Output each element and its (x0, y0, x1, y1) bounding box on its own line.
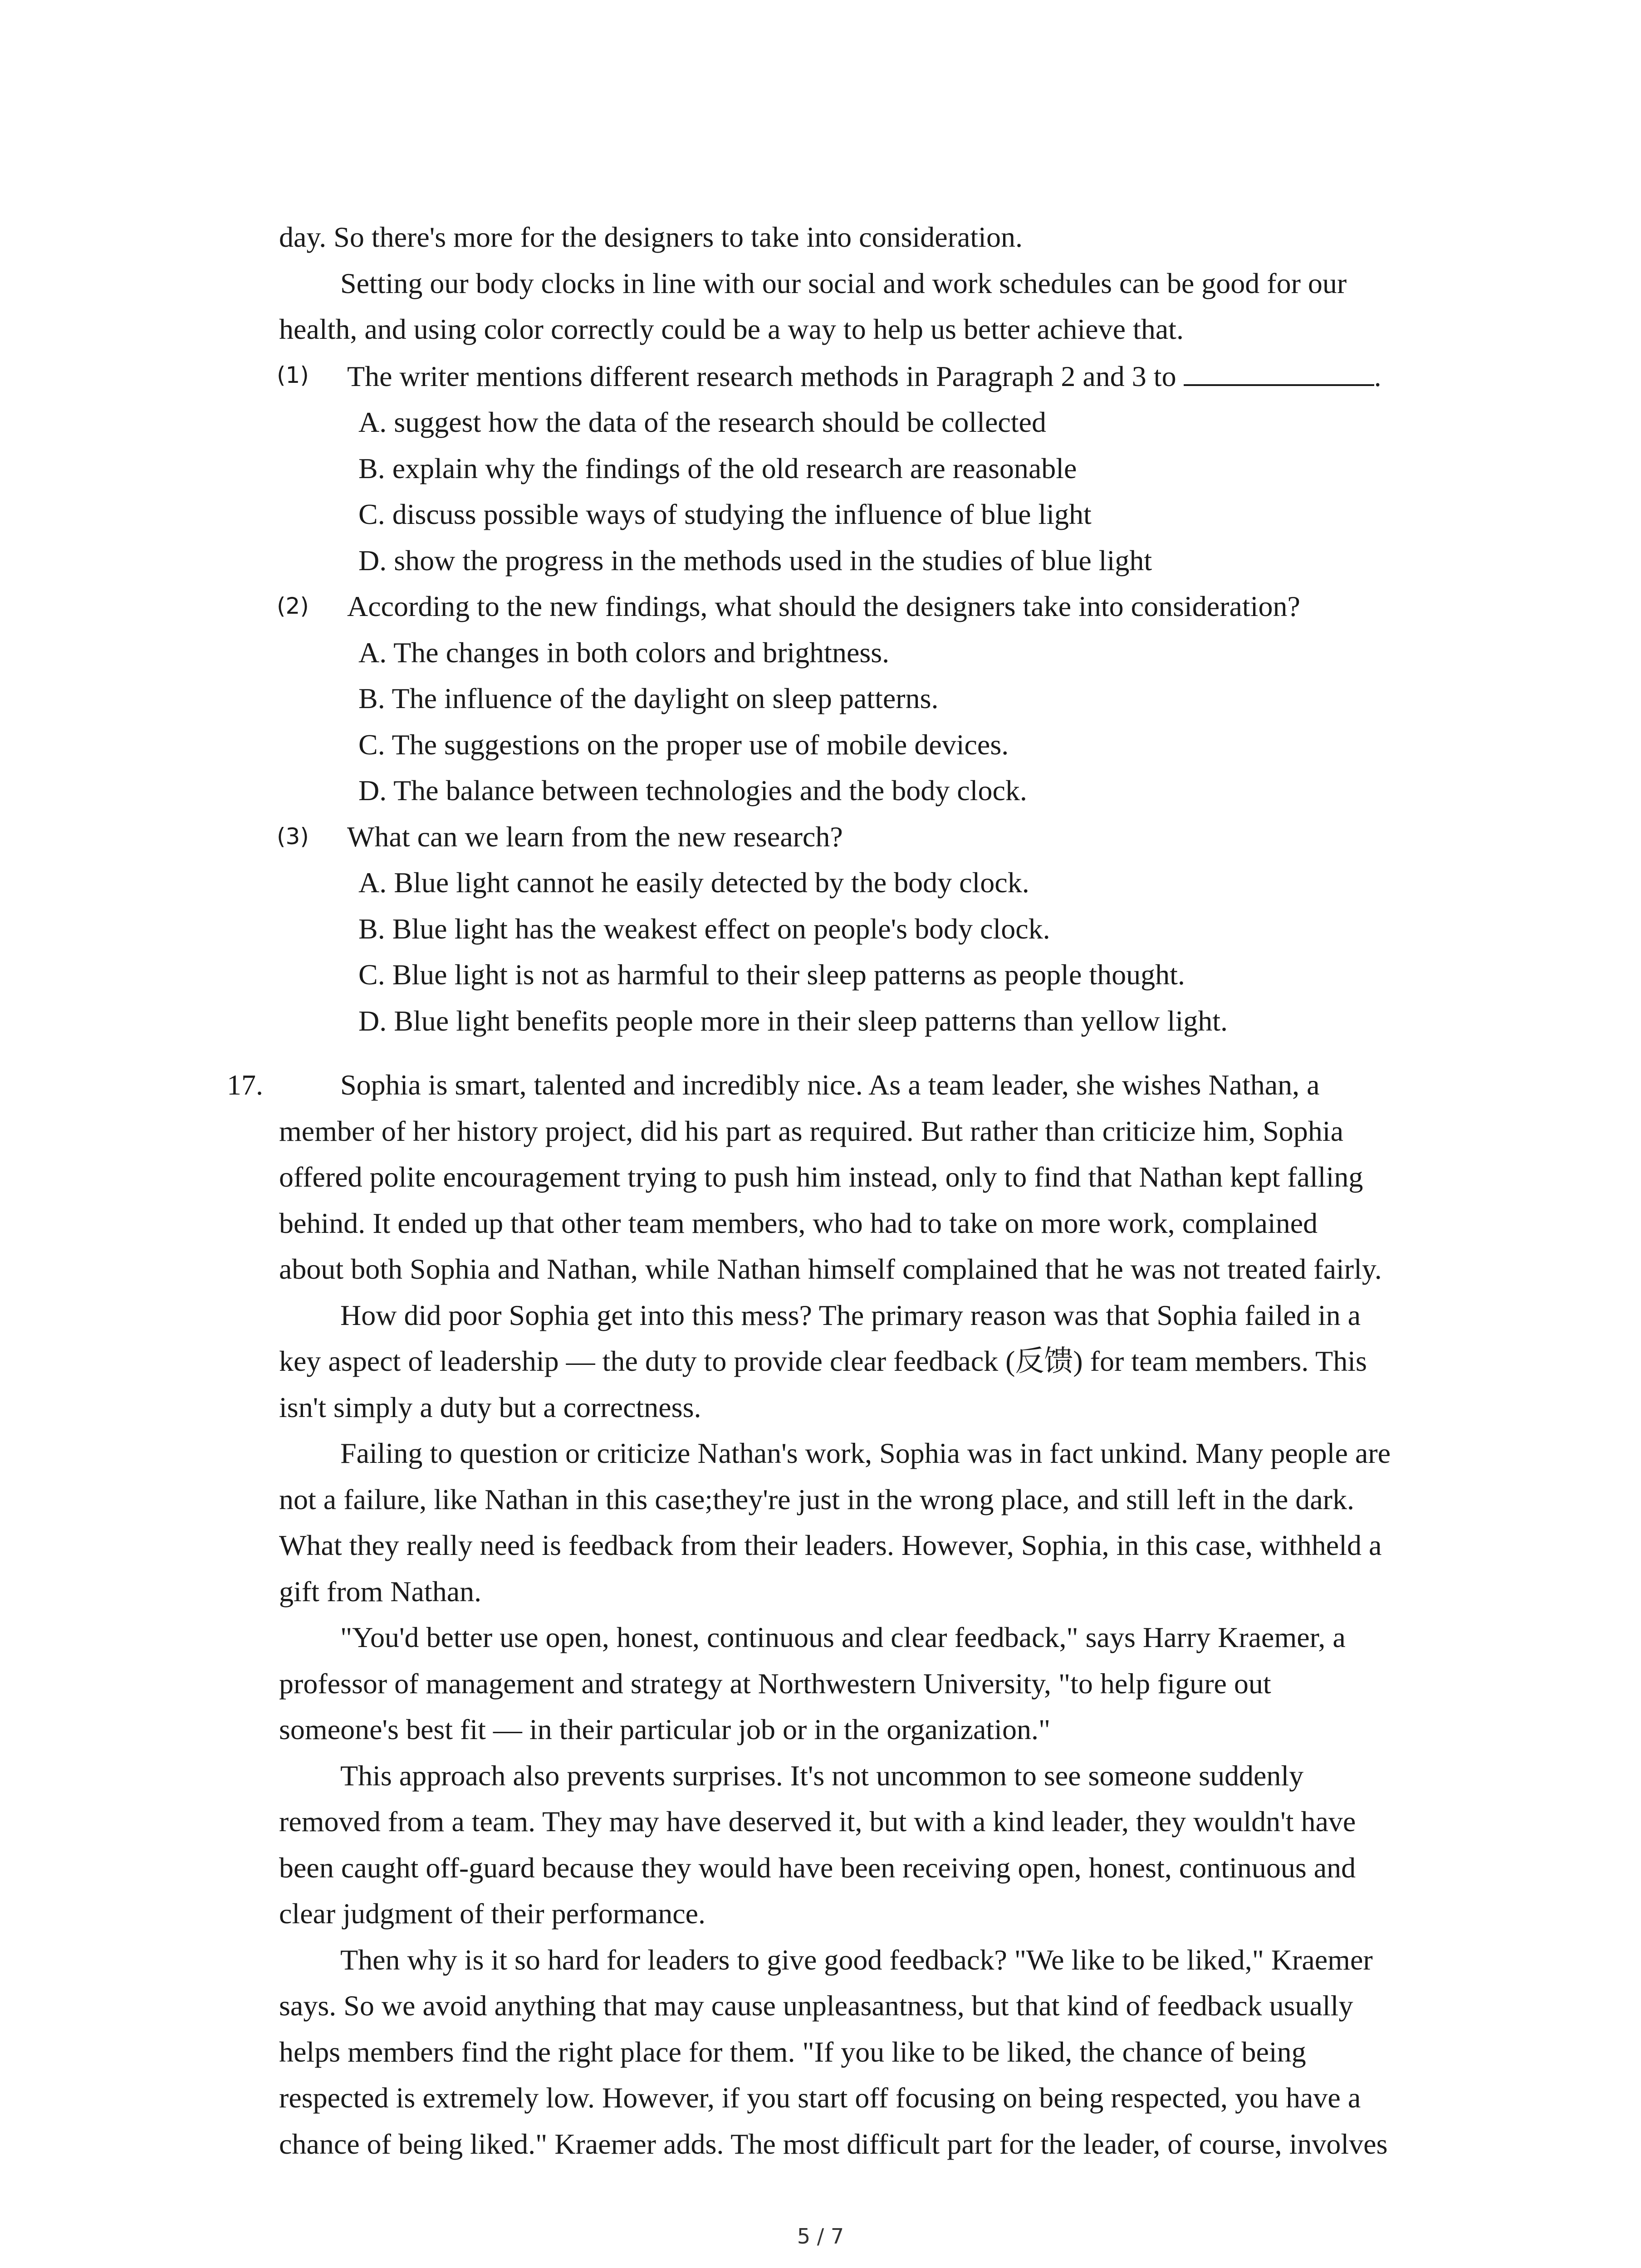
paragraph-line: gift from Nathan. (279, 1575, 482, 1608)
paragraph-line: How did poor Sophia get into this mess? The primary reason was that Sophia failed in a (340, 1299, 1361, 1331)
question-text: What can we learn from the new research? (347, 820, 843, 853)
paragraph-line: Sophia is smart, talented and incredibly nice. As a team leader, she wishes Nathan, a (340, 1069, 1320, 1101)
question-number: (1) (277, 362, 309, 388)
option-b[interactable]: B. explain why the findings of the old research are reasonable (358, 452, 1077, 484)
option-c[interactable]: C. Blue light is not as harmful to their sleep patterns as people thought. (358, 958, 1185, 991)
option-d[interactable]: D. show the progress in the methods used in the studies of blue light (358, 544, 1152, 577)
paragraph (279, 1753, 1459, 1937)
paragraph (279, 1937, 1459, 2167)
paragraph-line: respected is extremely low. However, if you start off focusing on being respected, you have a (279, 2082, 1361, 2114)
paragraph-line: What they really need is feedback from their leaders. However, Sophia, in this case, withheld a (279, 1529, 1382, 1561)
paragraph (279, 1430, 1459, 1614)
paragraph-line: about both Sophia and Nathan, while Nathan himself complained that he was not treated fairly. (279, 1253, 1382, 1285)
option-c[interactable]: C. The suggestions on the proper use of mobile devices. (358, 728, 1009, 761)
paragraph-line: removed from a team. They may have deserved it, but with a kind leader, they wouldn't have (279, 1805, 1356, 1838)
option-a[interactable]: A. The changes in both colors and brightness. (358, 636, 890, 669)
option-d[interactable]: D. Blue light benefits people more in their sleep patterns than yellow light. (358, 1004, 1228, 1037)
passage-line: day. So there's more for the designers to take into consideration. (279, 221, 1023, 253)
paragraph (279, 1292, 1459, 1431)
page-number: 5 / 7 (797, 2224, 844, 2248)
paragraph (279, 1062, 1459, 1292)
paragraph-line: "You'd better use open, honest, continuous and clear feedback," says Harry Kraemer, a (340, 1621, 1346, 1653)
option-b[interactable]: B. The influence of the daylight on sleep patterns. (358, 682, 939, 714)
paragraph-line: professor of management and strategy at Northwestern University, "to help figure out (279, 1667, 1271, 1700)
option-a[interactable]: A. Blue light cannot he easily detected by the body clock. (358, 866, 1029, 899)
question-1 (279, 352, 1459, 584)
paragraph-line: not a failure, like Nathan in this case;they're just in the wrong place, and still left in the dark. (279, 1483, 1354, 1515)
answer-blank[interactable] (1184, 352, 1374, 386)
question-number: (3) (277, 823, 309, 850)
option-a[interactable]: A. suggest how the data of the research should be collected (358, 406, 1046, 438)
question-text: According to the new findings, what should the designers take into consideration? (347, 590, 1300, 622)
item-number: 17. (227, 1069, 263, 1101)
page-content (227, 214, 1459, 2167)
paragraph-line: Then why is it so hard for leaders to give good feedback? "We like to be liked," Kraemer (340, 1943, 1373, 1976)
passage-line: health, and using color correctly could be a way to help us better achieve that. (279, 313, 1184, 345)
question-stem (277, 814, 1459, 860)
passage-line: Setting our body clocks in line with our social and work schedules can be good for our (340, 267, 1347, 299)
paragraph-line: offered polite encouragement trying to push him instead, only to find that Nathan kept falling (279, 1161, 1363, 1193)
question-number: (2) (277, 593, 309, 619)
paragraph-line: Failing to question or criticize Nathan's work, Sophia was in fact unkind. Many people are (340, 1437, 1391, 1469)
paragraph-line: clear judgment of their performance. (279, 1897, 705, 1930)
option-c[interactable]: C. discuss possible ways of studying the influence of blue light (358, 498, 1092, 530)
question-stem (277, 352, 1459, 400)
paragraph-line: This approach also prevents surprises. It's not uncommon to see someone suddenly (340, 1759, 1304, 1792)
question-stem (277, 583, 1459, 630)
paragraph (279, 1614, 1459, 1753)
option-b[interactable]: B. Blue light has the weakest effect on people's body clock. (358, 912, 1050, 945)
question-text-end: . (1374, 360, 1381, 392)
paragraph-line: key aspect of leadership — the duty to provide clear feedback (反馈) for team members. This (279, 1345, 1367, 1377)
item-17 (227, 1062, 1459, 2167)
paragraph-line: chance of being liked." Kraemer adds. The most difficult part for the leader, of course, involves (279, 2127, 1388, 2160)
question-3 (279, 814, 1459, 1044)
option-d[interactable]: D. The balance between technologies and the body clock. (358, 774, 1027, 807)
paragraph-line: helps members find the right place for them. "If you like to be liked, the chance of being (279, 2035, 1306, 2068)
paragraph-line: someone's best fit — in their particular job or in the organization." (279, 1713, 1051, 1745)
question-2 (279, 583, 1459, 814)
paragraph-line: says. So we avoid anything that may cause unpleasantness, but that kind of feedback usually (279, 1989, 1353, 2022)
paragraph-line: been caught off-guard because they would have been receiving open, honest, continuous and (279, 1851, 1356, 1884)
question-text: The writer mentions different research methods in Paragraph 2 and 3 to (347, 360, 1184, 392)
paragraph-line: member of her history project, did his part as required. But rather than criticize him, Sophia (279, 1114, 1343, 1147)
paragraph-line: isn't simply a duty but a correctness. (279, 1391, 701, 1423)
paragraph-line: behind. It ended up that other team members, who had to take on more work, complained (279, 1207, 1318, 1239)
